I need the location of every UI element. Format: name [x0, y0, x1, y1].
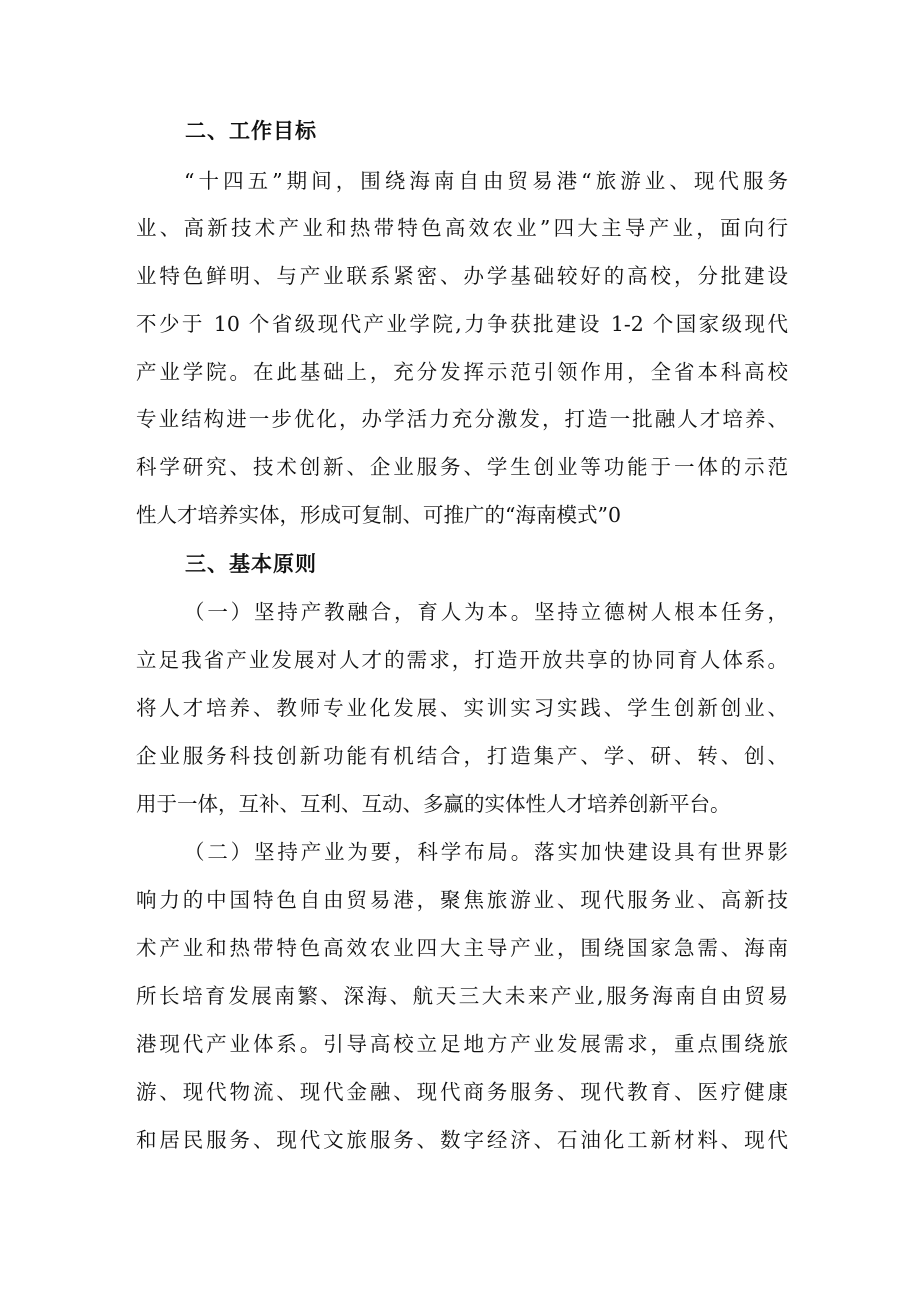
paragraph-line: 和居民服务、现代文旅服务、数字经济、石油化工新材料、现代: [136, 1128, 788, 1152]
paragraph-line: 将人才培养、教师专业化发展、实训实习实践、学生创新创业、: [136, 696, 788, 720]
paragraph-line: 业特色鲜明、与产业联系紧密、办学基础较好的高校，分批建设: [136, 264, 788, 288]
paragraph-line: 产业学院。在此基础上，充分发挥示范引领作用，全省本科高校: [136, 360, 788, 384]
paragraph-line: 性人才培养实体，形成可复制、可推广的“海南模式”0: [136, 503, 622, 527]
paragraph-line: （一）坚持产教融合，育人为本。坚持立德树人根本任务，: [184, 600, 788, 624]
paragraph-line: 用于一体，互补、互利、互动、多赢的实体性人才培养创新平台。: [136, 792, 731, 816]
paragraph-line: 港现代产业体系。引导高校立足地方产业发展需求，重点围绕旅: [136, 1032, 788, 1056]
paragraph-line: 术产业和热带特色高效农业四大主导产业，围绕国家急需、海南: [136, 936, 788, 960]
paragraph-line: 科学研究、技术创新、企业服务、学生创业等功能于一体的示范: [136, 455, 788, 479]
section-heading-work-goals: 二、工作目标: [185, 119, 317, 143]
paragraph-line: 所长培育发展南繁、深海、航天三大未来产业,服务海南自由贸易: [136, 984, 788, 1008]
paragraph-line: 游、现代物流、现代金融、现代商务服务、现代教育、医疗健康: [136, 1080, 788, 1104]
paragraph-line: 不少于 10 个省级现代产业学院,力争获批建设 1-2 个国家级现代: [136, 312, 788, 336]
paragraph-line: 企业服务科技创新功能有机结合，打造集产、学、研、转、创、: [136, 744, 788, 768]
section-heading-basic-principles: 三、基本原则: [185, 552, 317, 576]
paragraph-line: （二）坚持产业为要，科学布局。落实加快建设具有世界影: [184, 840, 788, 864]
paragraph-line: 专业结构进一步优化，办学活力充分激发，打造一批融人才培养、: [136, 407, 788, 431]
paragraph-line: 业、高新技术产业和热带特色高效农业”四大主导产业，面向行: [136, 216, 788, 240]
paragraph-line: 立足我省产业发展对人才的需求，打造开放共享的协同育人体系。: [136, 648, 788, 672]
paragraph-line: 响力的中国特色自由贸易港，聚焦旅游业、现代服务业、高新技: [136, 888, 788, 912]
paragraph-line: “十四五”期间，围绕海南自由贸易港“旅游业、现代服务: [184, 169, 788, 193]
